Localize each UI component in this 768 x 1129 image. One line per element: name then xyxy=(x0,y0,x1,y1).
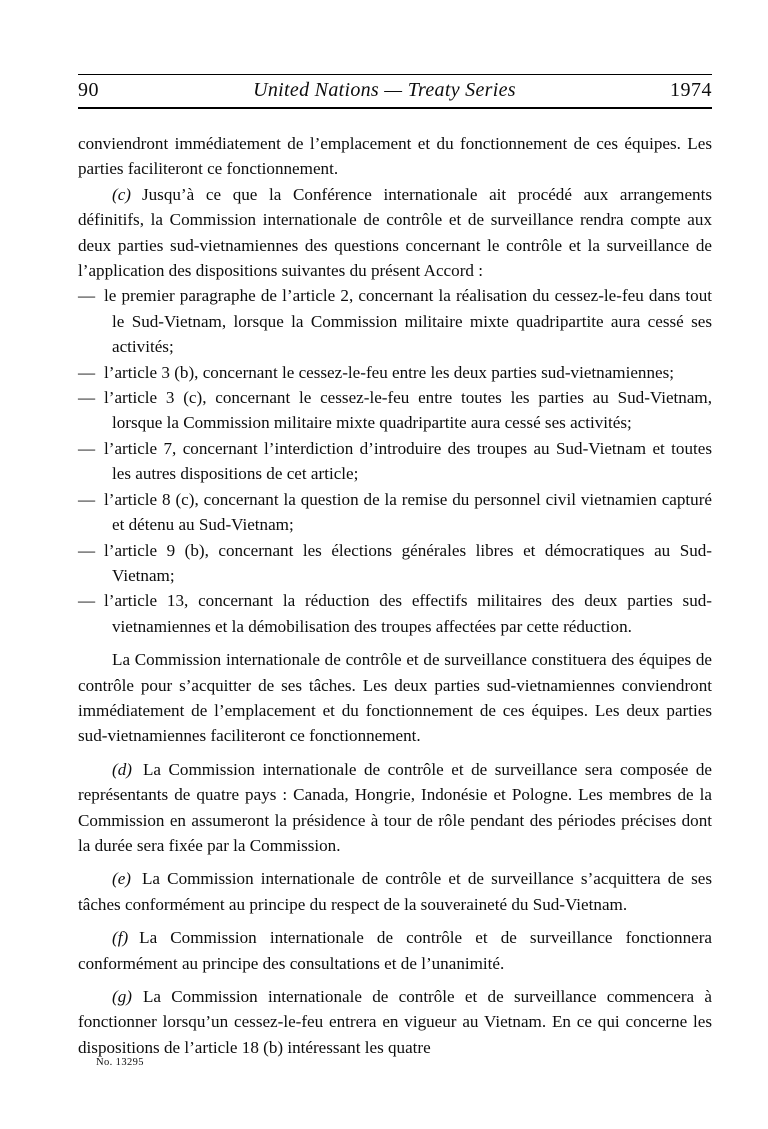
em-dash-marker: — xyxy=(78,489,96,509)
clause-f-label: (f) xyxy=(112,928,129,948)
clause-e xyxy=(78,866,712,917)
page-number: 90 xyxy=(78,79,99,101)
list-item-text: l’article 9 (b), concernant les élections générales libres et démocratiques au Sud-Vietnam; xyxy=(104,540,712,585)
clause-c xyxy=(78,182,712,284)
em-dash-marker: — xyxy=(78,388,96,408)
clause-f-text: La Commission internationale de contrôle et de surveillance fonctionnera conformément au principe des consultations et de l’unanimité. xyxy=(78,928,712,973)
list-item-text: l’article 8 (c), concernant la question de la remise du personnel civil vietnamien capturé et détenu au Sud-Vietnam; xyxy=(104,489,712,535)
clause-g-text: La Commission internationale de contrôle et de surveillance commencera à fonctionner lorsqu’un cessez-le-feu entrera en vigueur au Vietnam. En ce qui concerne les dispositions de l’article 18 (b) intéressant les quatre xyxy=(78,987,712,1057)
publication-title: United Nations — Treaty Series xyxy=(253,79,516,101)
clause-g xyxy=(78,984,712,1060)
provisions-list xyxy=(78,283,712,639)
list-item xyxy=(78,487,712,538)
clause-d-text: La Commission internationale de contrôle et de surveillance sera composée de représentants de quatre pays : Canada, Hongrie, Indonésie et Pologne. Les membres de la Commission en assumeront la présidence à tour de rôle pendant des périodes précises dont la durée sera fixée par la Commission. xyxy=(78,759,712,855)
em-dash-marker: — xyxy=(78,362,96,382)
paragraph-after-list: La Commission internationale de contrôle et de surveillance constituera des équipes de contrôle pour s’acquitter de ses tâches. Les deux parties sud-vietnamiennes conviendront immédiatement de l’emplacement et du fonctionnement de ces équipes. Les deux parties sud-vietnamiennes faciliteront ce fonctionnement. xyxy=(78,650,712,746)
clause-c-label: (c) xyxy=(112,184,131,204)
clause-e-text: La Commission internationale de contrôle et de surveillance s’acquittera de ses tâches conformément au principe du respect de la souveraineté du Sud-Vietnam. xyxy=(78,869,712,914)
list-item xyxy=(78,283,712,359)
clause-g-label: (g) xyxy=(112,987,132,1006)
list-item xyxy=(78,436,712,487)
clause-d-label: (d) xyxy=(112,759,132,779)
footnote-treaty-number: No. 13295 xyxy=(96,1057,144,1068)
list-item xyxy=(78,538,712,589)
clause-d xyxy=(78,757,712,859)
list-item-text: l’article 13, concernant la réduction des effectifs militaires des deux parties sud-vietnamiennes et la démobilisation des troupes affectées par cette réduction. xyxy=(104,591,712,636)
list-item-text: l’article 3 (c), concernant le cessez-le-feu entre toutes les parties au Sud-Vietnam, lorsque la Commission militaire mixte quadripartite aura cessé ses activités; xyxy=(104,388,712,433)
em-dash-marker: — xyxy=(78,286,96,306)
list-item-text: l’article 7, concernant l’interdiction d’introduire des troupes au Sud-Vietnam et toutes les autres dispositions de cet article; xyxy=(104,438,712,484)
running-head xyxy=(78,74,712,109)
paragraph-continuation: conviendront immédiatement de l’emplacement et du fonctionnement de ces équipes. Les parties faciliteront ce fonctionnement. xyxy=(78,134,712,179)
list-item xyxy=(78,588,712,639)
list-item-text: le premier paragraphe de l’article 2, concernant la réalisation du cessez-le-feu dans tout le Sud-Vietnam, lorsque la Commission militaire mixte quadripartite aura cessé ses activités; xyxy=(104,286,712,357)
clause-c-text: Jusqu’à ce que la Conférence internationale ait procédé aux arrangements définitifs, la Commission internationale de contrôle et de surveillance rendra compte aux deux parties sud-vietnamiennes des questions concernant le contrôle et la surveillance de l’application des dispositions suivantes du présent Accord : xyxy=(78,184,712,281)
clause-e-label: (e) xyxy=(112,869,131,889)
em-dash-marker: — xyxy=(78,438,96,458)
publication-year: 1974 xyxy=(669,79,712,101)
clause-f xyxy=(78,925,712,976)
list-item xyxy=(78,385,712,436)
list-item-text: l’article 3 (b), concernant le cessez-le-feu entre les deux parties sud-vietnamiennes; xyxy=(104,362,675,382)
em-dash-marker: — xyxy=(78,540,96,560)
body-text xyxy=(78,131,712,1060)
em-dash-marker: — xyxy=(78,591,96,611)
list-item xyxy=(78,360,712,385)
